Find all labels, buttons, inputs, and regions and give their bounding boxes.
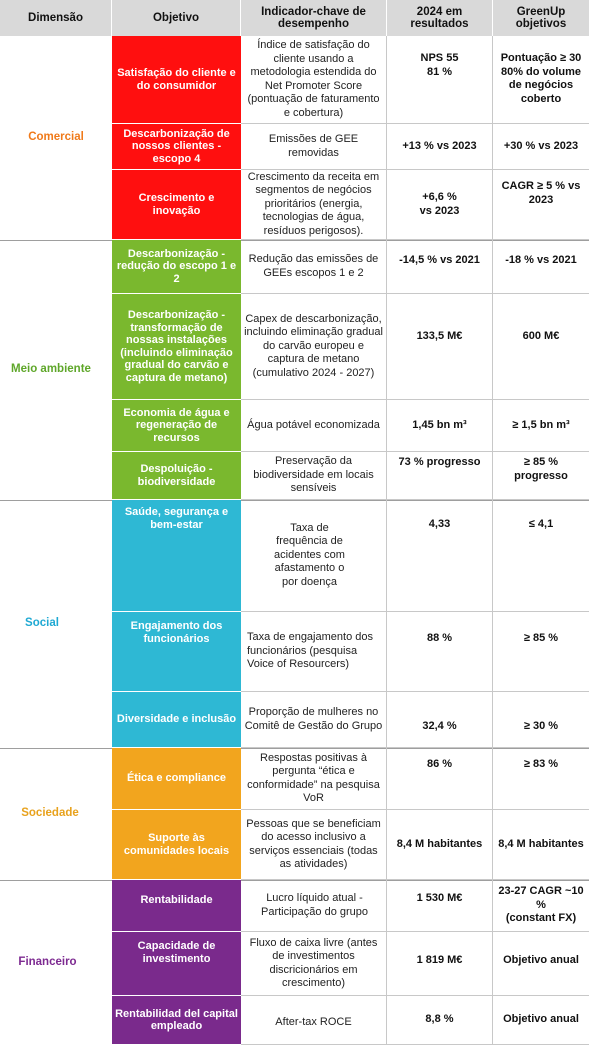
kpi-cell: Taxa de engajamento dos funcionários (pesquisa Voice of Resourcers) [241,612,387,692]
result-cell: +6,6 % vs 2023 [387,170,493,240]
objective-cell: Economia de água e regeneração de recursos [112,400,241,452]
kpi-cell: Emissões de GEE removidas [241,124,387,170]
target-cell: 600 M€ [493,294,589,400]
objective-cell: Ética e compliance [112,748,241,810]
result-cell: 88 % [387,612,493,692]
objective-cell: Despoluição - biodiversidade [112,452,241,500]
result-cell: 32,4 % [387,692,493,748]
objective-cell: Engajamento dos funcionários [112,612,241,692]
objective-cell: Rentabilidade [112,880,241,932]
result-cell: NPS 55 81 % [387,36,493,124]
objective-cell: Suporte às comunidades locais [112,810,241,880]
result-cell: 8,8 % [387,996,493,1045]
dimension-financeiro: Financeiro [18,955,77,968]
target-cell: 8,4 M habitantes [493,810,589,880]
kpi-cell: After-tax ROCE [241,996,387,1045]
dimension-comercial: Comercial [28,131,84,144]
dimension-meio-ambiente: Meio ambiente [11,363,91,376]
target-cell: Objetivo anual [493,932,589,996]
kpi-cell: Taxa de frequência de acidentes com afastamento o por doença [241,500,387,612]
target-cell: ≤ 4,1 [493,500,589,612]
target-cell: CAGR ≥ 5 % vs 2023 [493,170,589,240]
kpi-cell: Crescimento da receita em segmentos de negócios prioritários (energia, tecnologias de água, resíduos perigosos). [241,170,387,240]
result-cell: 133,5 M€ [387,294,493,400]
dimension-sociedade: Sociedade [21,807,79,820]
header-indicador: Indicador-chave de desempenho [241,0,387,36]
dimension-social: Social [25,617,59,630]
result-cell: 1 530 M€ [387,880,493,932]
objective-cell: Satisfação do cliente e do consumidor [112,36,241,124]
result-cell: 1,45 bn m³ [387,400,493,452]
kpi-cell: Respostas positivas à pergunta “ética e conformidade” na pesquisa VoR [241,748,387,810]
kpi-cell: Redução das emissões de GEEs escopos 1 e 2 [241,240,387,294]
kpi-cell: Água potável economizada [241,400,387,452]
kpi-cell: Fluxo de caixa livre (antes de investimentos discricionários em crescimento) [241,932,387,996]
result-cell: -14,5 % vs 2021 [387,240,493,294]
header-resultados-2024: 2024 em resultados [387,0,493,36]
kpi-cell: Proporção de mulheres no Comitê de Gestão do Grupo [241,692,387,748]
kpi-cell: Pessoas que se beneficiam do acesso inclusivo a serviços essenciais (todas as atividades) [241,810,387,880]
objective-cell: Diversidade e inclusão [112,692,241,748]
objective-cell: Saúde, segurança e bem-estar [112,500,241,612]
header-greenup-objetivos: GreenUp objetivos [493,0,589,36]
target-cell: Objetivo anual [493,996,589,1045]
header-objetivo: Objetivo [112,0,241,36]
target-cell: ≥ 83 % [493,748,589,810]
objective-cell: Descarbonização - redução do escopo 1 e 2 [112,240,241,294]
result-cell: 4,33 [387,500,493,612]
target-cell: ≥ 85 % [493,612,589,692]
kpi-cell: Preservação da biodiversidade em locais sensíveis [241,452,387,500]
target-cell: Pontuação ≥ 30 80% do volume de negócios coberto [493,36,589,124]
objective-cell: Descarbonização de nossos clientes - escopo 4 [112,124,241,170]
result-cell: 73 % progresso [387,452,493,500]
objective-cell: Capacidade de investimento [112,932,241,996]
result-cell: 86 % [387,748,493,810]
objective-cell: Crescimento e inovação [112,170,241,240]
target-cell: -18 % vs 2021 [493,240,589,294]
target-cell: ≥ 30 % [493,692,589,748]
kpi-cell: Índice de satisfação do cliente usando a metodologia estendida do Net Promoter Score (pontuação de faturamento e cobertura) [241,36,387,124]
result-cell: +13 % vs 2023 [387,124,493,170]
result-cell: 8,4 M habitantes [387,810,493,880]
objective-cell: Rentabilidad del capital empleado [112,996,241,1045]
target-cell: ≥ 85 % progresso [493,452,589,500]
kpi-cell: Lucro líquido atual - Participação do grupo [241,880,387,932]
objective-cell: Descarbonização - transformação de nossas instalações (incluindo eliminação gradual do carvão e captura de metano) [112,294,241,400]
result-cell: 1 819 M€ [387,932,493,996]
target-cell: ≥ 1,5 bn m³ [493,400,589,452]
header-dimensao: Dimensão [0,0,112,36]
target-cell: +30 % vs 2023 [493,124,589,170]
kpi-cell: Capex de descarbonização, incluindo eliminação gradual do carvão europeu e captura de metano (cumulativo 2024 - 2027) [241,294,387,400]
target-cell: 23-27 CAGR ~10 % (constant FX) [493,880,589,932]
